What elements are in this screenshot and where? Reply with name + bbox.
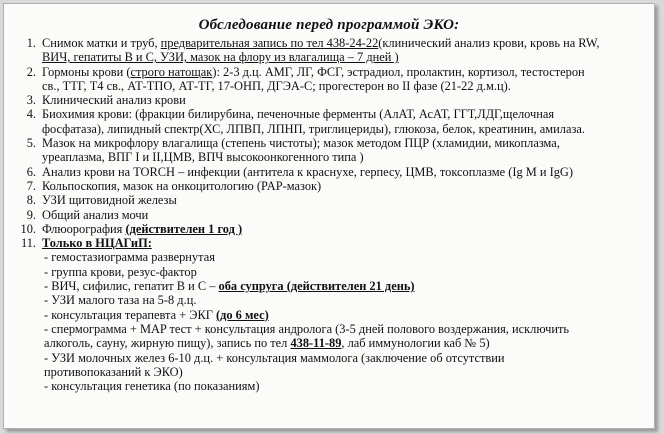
sub-item [12,308,650,322]
text-run: (до 6 мес) [216,307,269,322]
text-run: Мазок на микрофлору влагалища (степень чистоты); мазок методом ПЦР (хламидии, микоплазма, [42,136,560,151]
sub-item [12,250,650,264]
text-run: фосфатаза), липидный спектр(ХС, ЛПВП, ЛПНП, триглицериды), глюкоза, белок, креатинин, амилаза. [42,121,585,136]
item-text [42,93,650,107]
text-run: - УЗИ малого таза на 5-8 д.ц. [44,293,197,308]
text-run: уреаплазма, ВПГ I и II,ЦМВ, ВПЧ высокоонкогенного типа ) [42,150,364,165]
sub-item-continuation [12,336,650,350]
text-run: Кольпоскопия, мазок на онкоцитологию (PAP-мазок) [42,178,322,193]
item-text [42,179,650,193]
text-run: ): 2-3 д.ц. АМГ, ЛГ, ФСГ, эстрадиол, пролактин, кортизол, тестостерон [212,64,585,79]
text-run: 438-11-89 [290,336,342,351]
item-continuation [12,50,650,64]
text-run: Снимок матки и труб, [42,36,161,50]
item-text [42,208,650,222]
item-continuation [12,122,650,136]
exam-item [12,222,650,236]
item-number: 7. [26,178,36,193]
exam-item [12,179,650,193]
item-number: 1. [26,36,36,50]
exam-item [12,93,650,107]
sub-item [12,279,650,293]
item-number: 5. [26,136,36,151]
item-text [42,222,650,236]
sub-item [12,379,650,393]
text-run: - спермограмма + MAP тест + консультация андролога (3-5 дней полового воздержания, исключить [44,321,570,336]
text-run: ВИЧ, гепатиты В и С, УЗИ, мазок на флору из влагалища – 7 дней ) [42,50,399,65]
item-number: 11. [20,236,36,251]
text-run: Анализ крови на TORCH – инфекции (антитела к краснухе, герпесу, ЦМВ, токсоплазме (Ig M и IgG) [42,164,573,179]
document-title: Обследование перед программой ЭКО: [198,17,460,33]
text-run: св., ТТГ, Т4 св., АТ-ТПО, АТ-ТГ, 17-ОНП, ДГЭА-С; прогестерон во II фазе (21-22 д.м.ц). [42,78,511,93]
item-number: 2. [26,64,36,79]
text-run: предварительная запись по тел 438-24-22 [160,36,379,50]
exam-item [12,165,650,179]
text-run: Биохимия крови: (фракции билирубина, печеночные ферменты (АлАТ, АсАТ, ГГТ,ЛДГ,щелочная [42,107,555,122]
item-number: 10. [20,221,36,236]
text-run: - группа крови, резус-фактор [44,264,197,279]
item-text [42,193,650,207]
text-run: Только в НЦАГиП: [42,236,152,251]
exam-item [12,65,650,79]
sub-item-continuation [12,365,650,379]
item-text [42,65,650,79]
item-number: 4. [26,107,36,122]
document-page [3,3,655,429]
exam-item [12,193,650,207]
text-run: Общий анализ мочи [42,207,149,222]
exam-item [12,236,650,250]
item-number: 3. [26,93,36,108]
text-run: Клинический анализ крови [42,93,186,108]
item-text [42,236,650,250]
item-continuation [12,150,650,164]
item-number: 6. [26,164,36,179]
sub-item [12,293,650,307]
text-run: противопоказаний к ЭКО) [44,364,183,379]
text-run: (действителен 1 год ) [125,221,243,236]
text-run: - ВИЧ, сифилис, гепатит В и С – [44,279,219,294]
text-run: - гемостазиограмма развернутая [44,250,215,265]
text-run: , лаб иммунологии каб № 5) [341,336,490,351]
exam-item [12,136,650,150]
exam-item [12,208,650,222]
sub-item [12,351,650,365]
item-number: 9. [26,207,36,222]
item-number: 8. [26,193,36,208]
text-run: - консультация генетика (по показаниям) [44,379,260,394]
item-text [42,36,650,50]
exam-item [12,107,650,121]
item-text [42,165,650,179]
item-continuation [12,79,650,93]
item-text [42,107,650,121]
text-run: (клинический анализ крови, кровь на RW, [378,36,600,50]
sub-item [12,265,650,279]
text-run: оба супруга (действителен 21 день) [218,279,415,294]
text-run: Гормоны крови ( [42,64,131,79]
text-run: Флюорография [42,221,126,236]
text-run: строго натощак [130,64,213,79]
text-run: - консультация терапевта + ЭКГ [44,307,216,322]
item-text [42,136,650,150]
exam-list [12,36,650,393]
text-run: - УЗИ молочных желез 6-10 д.ц. + консультация маммолога (заключение об отсутствии [44,350,505,365]
sub-item [12,322,650,336]
text-run: УЗИ щитовидной железы [42,193,177,208]
text-run: алкоголь, сауну, жирную пищу), запись по тел [44,336,291,351]
exam-item [12,36,650,50]
